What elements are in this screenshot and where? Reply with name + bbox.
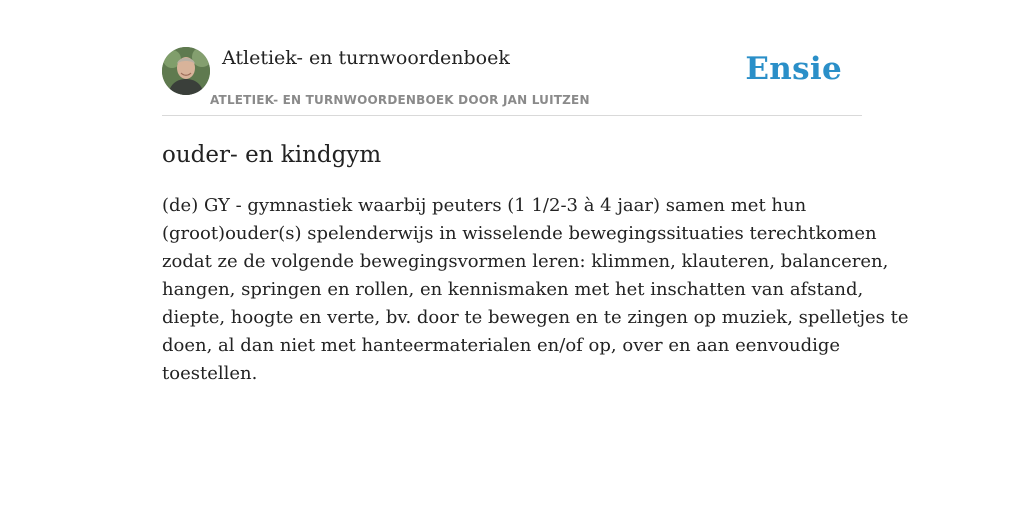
definition-line: (de) GY - gymnastiek waarbij peuters (1 1/2-3 à 4 jaar) samen met hun [162, 195, 807, 216]
definition-line: zodat ze de volgende bewegingsvormen leren: klimmen, klauteren, balanceren, [162, 251, 889, 272]
definition-line: toestellen. [162, 363, 258, 384]
definition-line: hangen, springen en rollen, en kennismaken met het inschatten van afstand, [162, 279, 864, 300]
header [162, 0, 862, 116]
author-portrait-icon [162, 47, 210, 95]
page-container [162, 0, 909, 512]
author-avatar[interactable] [162, 47, 210, 95]
book-title-link[interactable]: Atletiek- en turnwoordenboek [222, 47, 510, 69]
definition-line: (groot)ouder(s) spelenderwijs in wisselende bewegingssituaties terechtkomen [162, 223, 877, 244]
entry-definition [162, 192, 909, 388]
ensie-logo-link[interactable]: Ensie [745, 51, 842, 87]
entry-term: ouder- en kindgym [162, 142, 382, 168]
book-byline[interactable]: ATLETIEK- EN TURNWOORDENBOEK DOOR JAN LUITZEN [210, 93, 590, 107]
definition-line: diepte, hoogte en verte, bv. door te bewegen en te zingen op muziek, spelletjes te [162, 307, 909, 328]
definition-line: doen, al dan niet met hanteermaterialen en/of op, over en aan eenvoudige [162, 335, 841, 356]
